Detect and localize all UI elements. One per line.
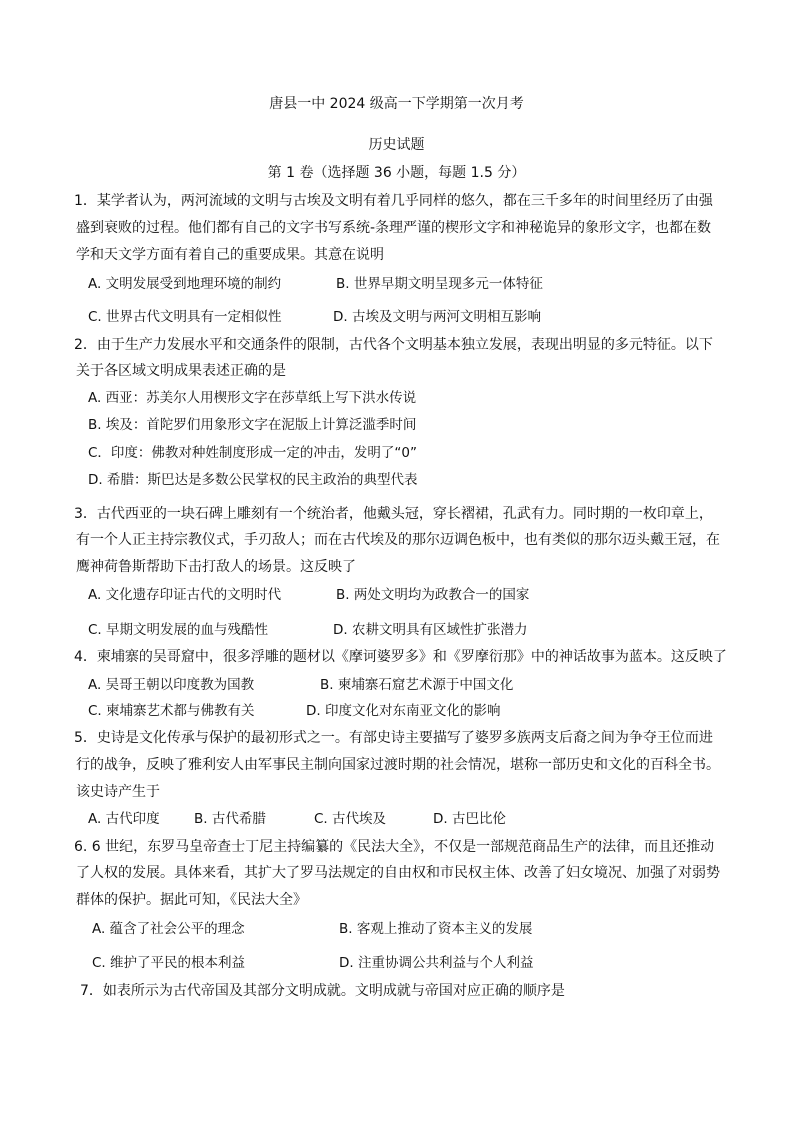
question-3-line-3: 鹰神荷鲁斯帮助下击打敌人的场景。这反映了 [76,559,356,575]
question-4-option-d[interactable]: D. 印度文化对东南亚文化的影响 [306,703,501,719]
question-6-line-3: 群体的保护。据此可知，《民法大全》 [76,892,307,908]
question-2-option-c[interactable]: C．印度：佛教对种姓制度形成一定的冲击，发明了“0” [88,445,418,461]
question-1-line-3: 学和天文学方面有着自己的重要成果。其意在说明 [76,247,384,263]
question-1-line-2: 盛到衰败的过程。他们都有自己的文字书写系统-条理严谨的楔形文字和神秘诡异的象形文字，也都在数 [76,220,712,236]
subject-title: 历史试题 [368,137,425,153]
question-6-option-a[interactable]: A. 蕴含了社会公平的理念 [92,921,245,937]
question-5-option-d[interactable]: D. 古巴比伦 [433,811,506,827]
question-5-line-3: 该史诗产生于 [76,784,160,800]
question-3-option-b[interactable]: B. 两处文明均为政教合一的国家 [336,587,530,603]
question-1-option-b[interactable]: B. 世界早期文明呈现多元一体特征 [336,276,543,292]
question-6-line-1: 6. 6 世纪，东罗马皇帝查士丁尼主持编纂的《民法大全》，不仅是一部规范商品生产的法律，而且还推动 [74,839,715,855]
question-1-option-c[interactable]: C. 世界古代文明具有一定相似性 [88,309,282,325]
question-2-option-b[interactable]: B. 埃及：首陀罗们用象形文字在泥版上计算泛滥季时间 [88,417,417,433]
question-1-option-a[interactable]: A. 文明发展受到地理环境的制约 [88,276,282,292]
question-5-line-1: 5．史诗是文化传承与保护的最初形式之一。有部史诗主要描写了婆罗多族两支后裔之间为争夺王位而进 [74,730,713,746]
question-6-line-2: 了人权的发展。具体来看，其扩大了罗马法规定的自由权和市民权主体、改善了妇女境况、加强了对弱势 [76,865,720,881]
question-3-line-2: 有一个人正主持宗教仪式，手刃敌人；而在古代埃及的那尔迈调色板中，也有类似的那尔迈头戴王冠，在 [76,532,720,548]
question-2-line-2: 关于各区域文明成果表述正确的是 [76,363,286,379]
question-3-option-d[interactable]: D. 农耕文明具有区域性扩张潜力 [333,622,528,638]
volume-info: 第 1 卷（选择题 36 小题，每题 1.5 分） [267,165,526,181]
question-7-line-1: 7．如表所示为古代帝国及其部分文明成就。文明成就与帝国对应正确的顺序是 [80,983,565,999]
question-5-line-2: 行的战争，反映了雅利安人由军事民主制向国家过渡时期的社会情况，堪称一部历史和文化的百科全书。 [76,757,720,773]
question-5-option-b[interactable]: B. 古代希腊 [194,811,266,827]
question-6-option-b[interactable]: B. 客观上推动了资本主义的发展 [339,921,533,937]
question-4-option-b[interactable]: B. 柬埔寨石窟艺术源于中国文化 [320,677,514,693]
question-4-line-1: 4．柬埔寨的吴哥窟中，很多浮雕的题材以《摩诃婆罗多》和《罗摩衍那》中的神话故事为蓝本。这反映了 [74,649,727,665]
question-2-option-a[interactable]: A. 西亚：苏美尔人用楔形文字在莎草纸上写下洪水传说 [88,390,417,406]
question-6-option-c[interactable]: C. 维护了平民的根本利益 [92,955,246,971]
question-5-option-a[interactable]: A. 古代印度 [88,811,160,827]
question-2-option-d[interactable]: D. 希腊：斯巴达是多数公民掌权的民主政治的典型代表 [88,472,418,488]
question-1-option-d[interactable]: D. 古埃及文明与两河文明相互影响 [333,309,541,325]
question-3-option-a[interactable]: A. 文化遗存印证古代的文明时代 [88,587,282,603]
question-3-line-1: 3．古代西亚的一块石碑上雕刻有一个统治者，他戴头冠，穿长褶裙，孔武有力。同时期的一枚印章上， [74,506,713,522]
question-4-option-a[interactable]: A. 吴哥王朝以印度教为国教 [88,677,255,693]
question-3-option-c[interactable]: C. 早期文明发展的血与残酷性 [88,622,269,638]
question-6-option-d[interactable]: D. 注重协调公共利益与个人利益 [339,955,534,971]
question-5-option-c[interactable]: C. 古代埃及 [314,811,387,827]
question-4-option-c[interactable]: C. 柬埔寨艺术都与佛教有关 [88,703,255,719]
question-1-line-1: 1．某学者认为，两河流域的文明与古埃及文明有着几乎同样的悠久，都在三千多年的时间里经历了由强 [74,193,713,209]
exam-title: 唐县一中 2024 级高一下学期第一次月考 [269,96,524,112]
question-2-line-1: 2．由于生产力发展水平和交通条件的限制，古代各个文明基本独立发展，表现出明显的多元特征。以下 [74,337,713,353]
